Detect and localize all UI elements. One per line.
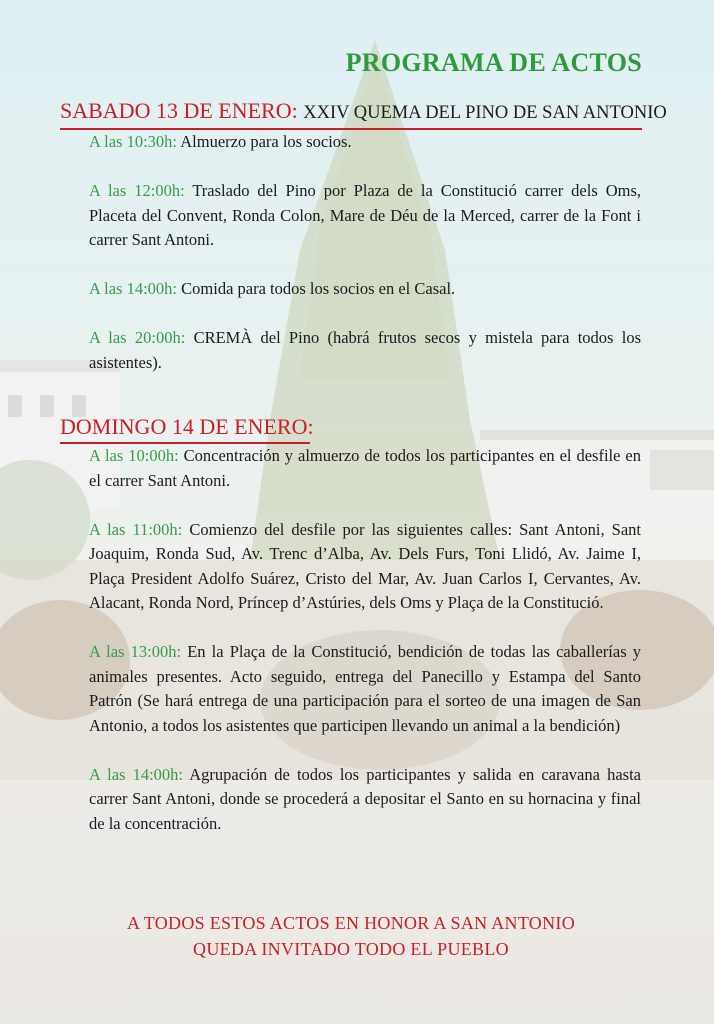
event-text: Comida para todos los socios en el Casal.	[181, 279, 456, 298]
event-text: Almuerzo para los socios.	[180, 132, 352, 151]
event-item	[89, 277, 641, 302]
invitation-line-2: QUEDA INVITADO TODO EL PUEBLO	[193, 939, 509, 959]
event-time: A las 12:00h:	[89, 181, 185, 200]
event-item	[89, 179, 641, 253]
event-text: Agrupación de todos los participantes y salida en caravana hasta carrer Sant Antoni, donde se procederá a depositar el Santo en su hornacina y final de la concentración.	[89, 764, 641, 833]
event-text: Comienzo del desfile por las siguientes calles: Sant Antoni, Sant Joaquim, Ronda Sud, Av. Trenc d’Alba, Av. Dels Furs, Toni Llidó, Av. Jaime I, Plaça President Adolfo Suárez, Cristo del Mar, Av. Juan Carlos I, Cervantes, Av. Alacant, Ronda Nord, Príncep d’Astúries, dels Oms y Plaça de la Constitució.	[89, 519, 642, 612]
saturday-subtitle: XXIV QUEMA DEL PINO DE SAN ANTONIO	[303, 103, 667, 123]
event-item	[89, 640, 641, 738]
event-item	[89, 518, 641, 616]
event-time: A las 20:00h:	[89, 328, 186, 347]
event-text: Concentración y almuerzo de todos los participantes en el desfile en el carrer Sant Antoni.	[89, 446, 641, 490]
invitation-line-1: A TODOS ESTOS ACTOS EN HONOR A SAN ANTONIO	[126, 913, 576, 933]
event-time: A las 14:00h:	[89, 764, 184, 784]
event-time: A las 11:00h:	[89, 519, 183, 539]
saturday-heading	[60, 98, 667, 130]
saturday-events	[89, 130, 641, 400]
saturday-date: SABADO 13 DE ENERO:	[60, 98, 298, 123]
event-time: A las 13:00h:	[89, 642, 182, 661]
event-text: Traslado del Pino por Plaza de la Constitució carrer dels Oms, Placeta del Convent, Ronda Colon, Mare de Déu de la Merced, carrer de la Font i carrer Sant Antoni.	[89, 181, 641, 249]
sunday-date: DOMINGO 14 DE ENERO:	[60, 414, 314, 439]
sunday-events	[89, 444, 641, 861]
event-time: A las 10:00h:	[89, 446, 179, 465]
event-text: En la Plaça de la Constitució, bendición de todas las caballerías y animales presentes. Acto seguido, entrega del Panecillo y Estampa del Santo Patrón (Se hará entrega de una participación para el sorteo de una imagen de San Antonio, a todos los asistentes que participen llevando un animal a la bendición)	[89, 642, 642, 735]
closing-invitation	[60, 910, 642, 962]
event-item	[89, 444, 641, 493]
event-item	[89, 130, 641, 155]
event-time: A las 14:00h:	[89, 279, 178, 298]
event-time: A las 10:30h:	[89, 132, 178, 151]
page-title: PROGRAMA DE ACTOS	[345, 48, 642, 77]
event-text: CREMÀ del Pino (habrá frutos secos y mistela para todos los asistentes).	[89, 328, 641, 372]
sunday-heading	[60, 414, 314, 444]
event-item	[89, 763, 641, 837]
event-item	[89, 326, 641, 375]
